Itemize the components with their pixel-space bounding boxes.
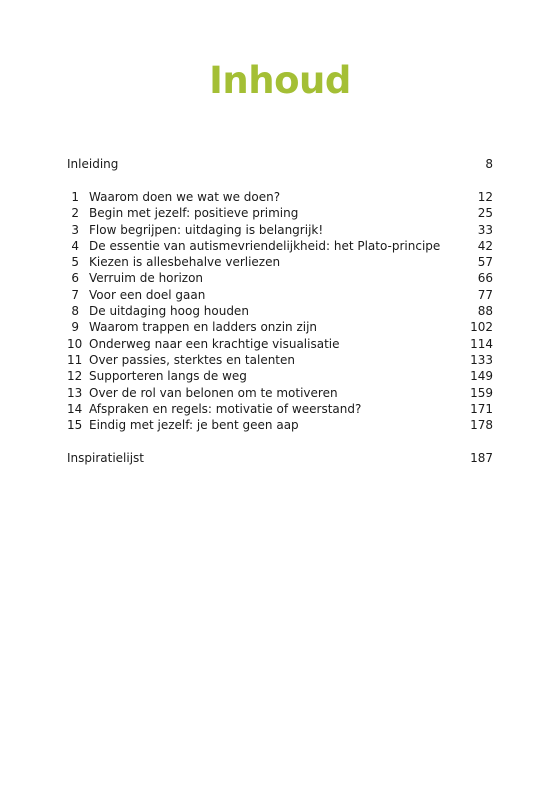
toc-entry-label: De essentie van autismevriendelijkheid: het Plato-principe <box>89 238 441 253</box>
toc-entry-page: 149 <box>470 369 493 384</box>
toc-entry-label: Afspraken en regels: motivatie of weerstand? <box>89 401 362 416</box>
toc-entry-chapter[interactable] <box>67 401 493 417</box>
toc-entry-number: 3 <box>71 222 79 237</box>
toc-entry-label: Kiezen is allesbehalve verliezen <box>89 255 281 270</box>
toc-entry-page: 171 <box>470 401 493 416</box>
toc-entry-introduction[interactable] <box>67 156 493 172</box>
toc-entry-label: Inspiratielijst <box>67 451 145 466</box>
toc-entry-page: 12 <box>477 190 493 204</box>
toc-entry-number: 15 <box>67 418 83 433</box>
toc-entry-label: Inleiding <box>67 157 119 171</box>
toc-entry-page: 42 <box>477 238 493 253</box>
toc-entry-number: 8 <box>71 304 79 319</box>
toc-entry-page: 114 <box>470 336 493 351</box>
toc-entry-chapter[interactable] <box>67 222 493 238</box>
toc-entry-page: 88 <box>477 304 493 319</box>
toc-entry-number: 12 <box>67 369 83 384</box>
toc-entry-chapter[interactable] <box>67 319 493 335</box>
toc-entry-chapter[interactable] <box>67 254 493 270</box>
toc-entry-inspiration-list[interactable] <box>67 450 493 466</box>
toc-entry-number: 2 <box>71 206 79 221</box>
toc-entry-chapter[interactable] <box>67 205 493 221</box>
toc-entry-page: 8 <box>485 157 493 171</box>
toc-entry-number: 13 <box>67 385 83 400</box>
toc-spacer <box>67 172 493 189</box>
toc-entry-label: Waarom trappen en ladders onzin zijn <box>89 320 318 335</box>
toc-entry-number: 1 <box>71 190 79 204</box>
toc-entry-label: De uitdaging hoog houden <box>89 304 249 319</box>
toc-entry-label: Over de rol van belonen om te motiveren <box>89 385 338 400</box>
toc-entry-page: 159 <box>470 385 493 400</box>
toc-entry-chapter[interactable] <box>67 352 493 368</box>
toc-entry-label: Onderweg naar een krachtige visualisatie <box>89 336 340 351</box>
toc-entry-chapter[interactable] <box>67 417 493 433</box>
toc-entry-label: Eindig met jezelf: je bent geen aap <box>89 418 299 433</box>
toc-entry-chapter[interactable] <box>67 385 493 401</box>
toc-entry-number: 9 <box>71 320 79 335</box>
toc-entry-label: Begin met jezelf: positieve priming <box>89 206 299 221</box>
toc-entry-chapter[interactable] <box>67 303 493 319</box>
toc-entry-page: 57 <box>477 255 493 270</box>
table-of-contents <box>67 156 493 467</box>
toc-entry-chapter[interactable] <box>67 368 493 384</box>
toc-entry-page: 66 <box>477 271 493 286</box>
toc-entry-number: 14 <box>67 401 83 416</box>
toc-entry-number: 4 <box>71 238 79 253</box>
toc-entry-label: Flow begrijpen: uitdaging is belangrijk! <box>89 222 324 237</box>
toc-entry-label: Voor een doel gaan <box>89 287 206 302</box>
toc-entry-page: 187 <box>470 451 493 466</box>
toc-entry-page: 33 <box>477 222 493 237</box>
toc-entry-number: 5 <box>71 255 79 270</box>
toc-entry-label: Supporteren langs de weg <box>89 369 247 384</box>
toc-entry-label: Waarom doen we wat we doen? <box>89 190 281 204</box>
toc-entry-chapter[interactable] <box>67 287 493 303</box>
toc-entry-number: 10 <box>67 336 83 351</box>
toc-entry-chapter[interactable] <box>67 189 493 205</box>
toc-entry-number: 11 <box>67 352 83 367</box>
toc-entry-number: 7 <box>71 287 79 302</box>
toc-spacer <box>67 433 493 450</box>
toc-entry-label: Over passies, sterktes en talenten <box>89 352 296 367</box>
toc-entry-page: 133 <box>470 352 493 367</box>
toc-entry-page: 178 <box>470 418 493 433</box>
toc-entry-chapter[interactable] <box>67 238 493 254</box>
toc-entry-label: Verruim de horizon <box>89 271 204 286</box>
toc-entry-page: 102 <box>470 320 493 335</box>
toc-entry-page: 25 <box>477 206 493 221</box>
toc-entry-page: 77 <box>477 287 493 302</box>
chapter-list <box>67 189 493 433</box>
page-title: Inhoud <box>209 59 351 102</box>
toc-entry-number: 6 <box>71 271 79 286</box>
toc-entry-chapter[interactable] <box>67 270 493 286</box>
toc-entry-chapter[interactable] <box>67 336 493 352</box>
